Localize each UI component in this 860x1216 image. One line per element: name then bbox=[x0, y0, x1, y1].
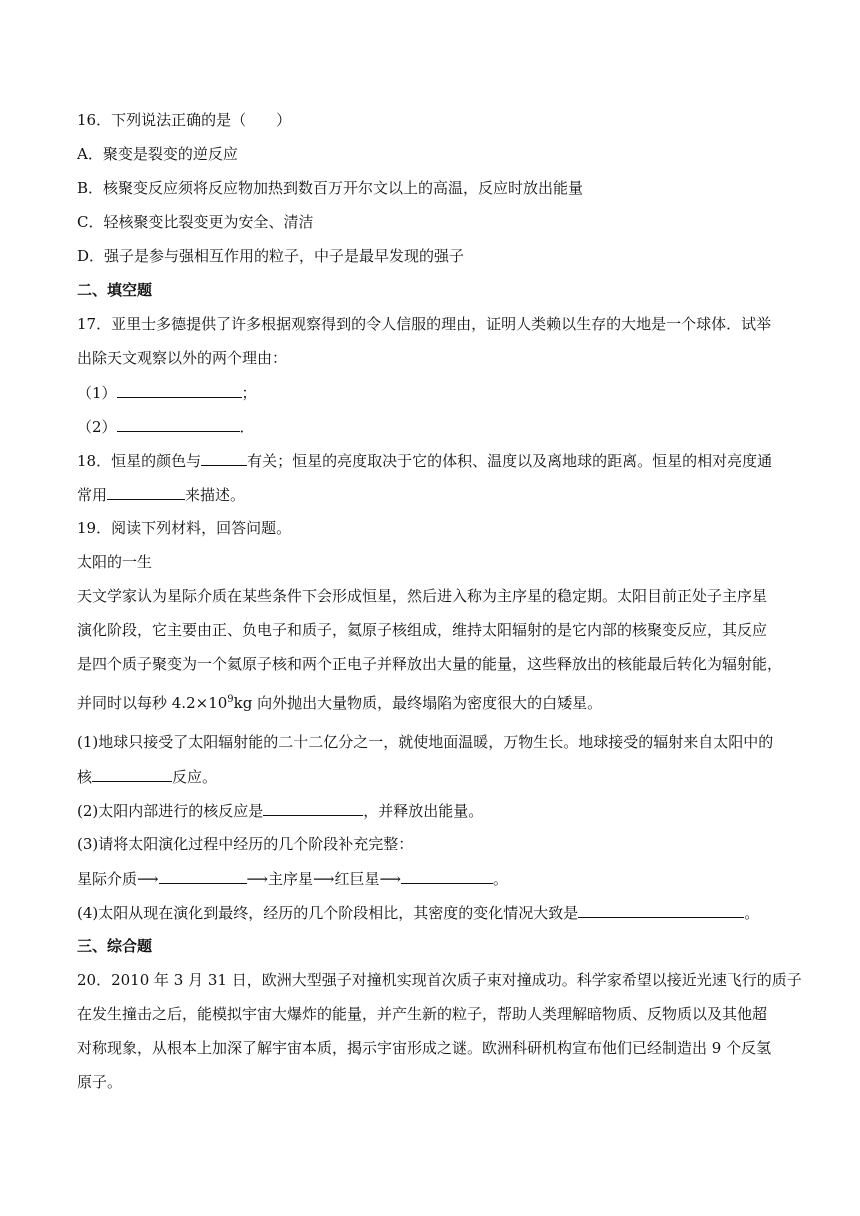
question-18-line-1 bbox=[77, 450, 772, 471]
sub-question-1-line-1: (1)地球只接受了太阳辐射能的二十二亿分之一，就使地面温暖，万物生长。地球接受的辐射来自太阳中的 bbox=[77, 733, 774, 751]
answer-blank-17-1[interactable] bbox=[117, 382, 242, 398]
answer-blank-19-2[interactable] bbox=[263, 800, 363, 816]
answer-blank-19-4[interactable] bbox=[578, 902, 744, 918]
answer-blank-17-2[interactable] bbox=[117, 416, 240, 432]
s2-text-b: ，并释放出能量。 bbox=[363, 802, 484, 820]
answer-blank-19-1[interactable] bbox=[92, 766, 172, 782]
question-17-line-1: 17．亚里士多德提供了许多根据观察得到的令人信服的理由，证明人类赖以生存的大地是一个球体．试举 bbox=[77, 315, 772, 333]
sub-question-2 bbox=[77, 800, 483, 821]
passage-line-3: 是四个质子聚变为一个氦原子核和两个正电子并释放出大量的能量，这些释放出的核能最后转化为辐射能， bbox=[77, 655, 783, 673]
answer-blank-18-1[interactable] bbox=[201, 450, 247, 466]
s1-text-b: 反应。 bbox=[172, 768, 218, 786]
passage-line-4-b: kg 向外抛出大量物质，最终塌陷为密度很大的白矮星。 bbox=[233, 694, 603, 712]
answer-blank-19-3b[interactable] bbox=[401, 868, 493, 884]
sub-question-3-line-1: (3)请将太阳演化过程中经历的几个阶段补充完整： bbox=[77, 835, 414, 853]
passage-line-1: 天文学家认为星际介质在某些条件下会形成恒星，然后进入称为主序星的稳定期。太阳目前正处子主序星 bbox=[77, 587, 768, 605]
question-17-line-2: 出除天文观察以外的两个理由： bbox=[77, 349, 288, 367]
passage-title: 太阳的一生 bbox=[77, 553, 153, 571]
question-16-option-c: C．轻核聚变比裂变更为安全、清洁 bbox=[77, 213, 314, 231]
s4-text-b: 。 bbox=[744, 904, 760, 922]
question-20-line-2: 在发生撞击之后，能模拟宇宙大爆炸的能量，并产生新的粒子，帮助人类理解暗物质、反物质以及其他超 bbox=[77, 1005, 768, 1023]
question-18-line-2 bbox=[77, 484, 245, 505]
exponent: 9 bbox=[227, 694, 234, 705]
question-16-option-b: B．核聚变反应须将反应物加热到数百万开尔文以上的高温，反应时放出能量 bbox=[77, 179, 584, 197]
item-1-suffix: ； bbox=[241, 384, 257, 402]
item-1-prefix: （1） bbox=[77, 384, 117, 402]
s3-text-b: ⟶主序星⟶红巨星⟶ bbox=[246, 870, 402, 888]
passage-line-4 bbox=[77, 690, 602, 713]
question-20-line-1: 20．2010 年 3 月 31 日，欧洲大型强子对撞机实现首次质子束对撞成功。科学家希望以接近光速飞行的质子 bbox=[77, 971, 802, 989]
passage-line-4-a: 并同时以每秒 4.2×10 bbox=[77, 694, 228, 712]
section-heading-comprehensive: 三、综合题 bbox=[77, 937, 153, 955]
question-16-option-d: D．强子是参与强相互作用的粒子，中子是最早发现的强子 bbox=[77, 247, 465, 265]
question-20-line-3: 对称现象，从根本上加深了解宇宙本质，揭示宇宙形成之谜。欧洲科研机构宣布他们已经制造出 9 个反氢 bbox=[77, 1039, 772, 1057]
question-17-item-2 bbox=[77, 416, 255, 437]
question-20-line-4: 原子。 bbox=[77, 1073, 123, 1091]
s4-text-a: (4)太阳从现在演化到最终，经历的几个阶段相比，其密度的变化情况大致是 bbox=[77, 904, 579, 922]
sub-question-1-line-2 bbox=[77, 766, 217, 787]
q18-text-d: 来描述。 bbox=[185, 486, 246, 504]
sub-question-3-line-2 bbox=[77, 868, 508, 889]
s1-text-a: 核 bbox=[77, 768, 93, 786]
s2-text-a: (2)太阳内部进行的核反应是 bbox=[77, 802, 264, 820]
s3-text-a: 星际介质⟶ bbox=[77, 870, 159, 888]
answer-blank-19-3a[interactable] bbox=[159, 868, 247, 884]
question-19-intro: 19．阅读下列材料，回答问题。 bbox=[77, 519, 292, 537]
section-heading-fill-in: 二、填空题 bbox=[77, 281, 153, 299]
s3-text-c: 。 bbox=[493, 870, 509, 888]
item-2-prefix: （2） bbox=[77, 418, 117, 436]
q18-text-a: 18．恒星的颜色与 bbox=[77, 452, 202, 470]
question-16-option-a: A．聚变是裂变的逆反应 bbox=[77, 145, 238, 163]
passage-line-2: 演化阶段，它主要由正、负电子和质子，氦原子核组成，维持太阳辐射的是它内部的核聚变反应，其反应 bbox=[77, 621, 768, 639]
item-2-suffix: ． bbox=[239, 418, 255, 436]
sub-question-4 bbox=[77, 902, 759, 923]
q18-text-c: 常用 bbox=[77, 486, 108, 504]
question-17-item-1 bbox=[77, 382, 257, 403]
question-16-stem: 16．下列说法正确的是（ ） bbox=[77, 111, 292, 129]
q18-text-b: 有关；恒星的亮度取决于它的体积、温度以及离地球的距离。恒星的相对亮度通 bbox=[247, 452, 773, 470]
answer-blank-18-2[interactable] bbox=[107, 484, 185, 500]
